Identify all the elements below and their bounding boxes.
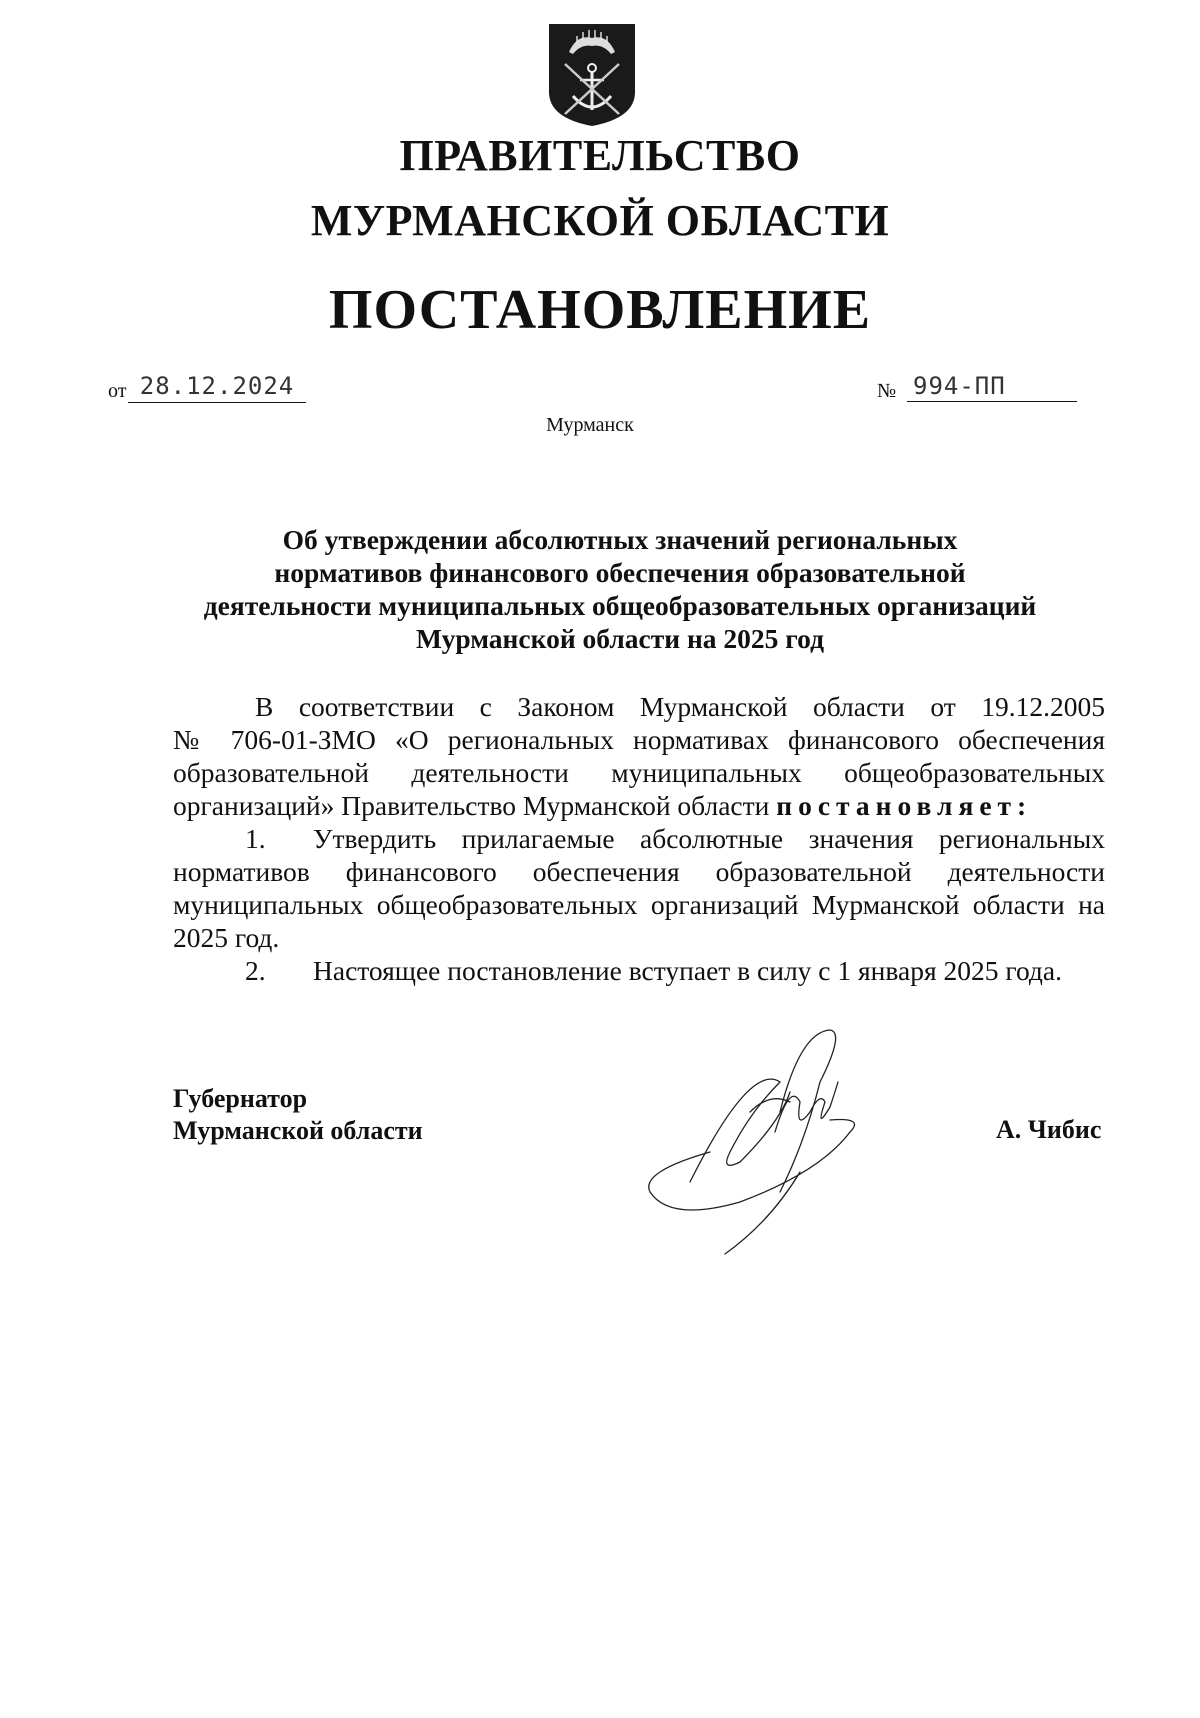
coat-of-arms-icon <box>547 22 637 128</box>
position-line: Мурманской области <box>173 1116 423 1145</box>
preamble-last-line <box>173 789 1105 822</box>
organization-name-line-2: МУРМАНСКОЙ ОБЛАСТИ <box>310 196 890 245</box>
position-line: Губернатор <box>173 1084 308 1113</box>
title-line: нормативов финансового обеспечения образовательной <box>274 557 966 588</box>
item-line: 2025 год. <box>173 922 280 953</box>
preamble-line: организаций» Правительство Мурманской области <box>173 790 770 821</box>
organization-name-line-1: ПРАВИТЕЛЬСТВО <box>399 131 801 180</box>
item-line: муниципальных общеобразовательных организаций Мурманской области на <box>173 889 1105 920</box>
document-title <box>170 523 1070 655</box>
decree-word: постановляет: <box>776 790 1033 821</box>
preamble-line: № 706-01-ЗМО «О региональных нормативах финансового обеспечения <box>173 724 1105 755</box>
number-value: 994-ПП <box>907 372 1077 402</box>
city: Мурманск <box>546 414 634 436</box>
signatory-position <box>173 1083 423 1147</box>
item-line: Настоящее постановление вступает в силу с 1 января 2025 года. <box>313 955 1062 986</box>
item-number: 2. <box>245 955 266 986</box>
item-1 <box>173 822 1105 855</box>
signatory-name: А. Чибис <box>996 1115 1102 1144</box>
preamble-line: В соответствии с Законом Мурманской области от 19.12.2005 <box>255 691 1105 722</box>
document-type: ПОСТАНОВЛЕНИЕ <box>328 279 872 341</box>
date-prefix: от <box>108 380 127 402</box>
item-line: Утвердить прилагаемые абсолютные значения региональных <box>313 823 1105 854</box>
preamble-line: образовательной деятельности муниципальных общеобразовательных <box>173 757 1105 788</box>
item-line: нормативов финансового обеспечения образовательной деятельности <box>173 856 1105 887</box>
date-value: 28.12.2024 <box>128 372 306 403</box>
title-line: Об утверждении абсолютных значений региональных <box>282 524 958 555</box>
item-2 <box>173 954 1105 987</box>
signature-icon <box>630 1022 930 1262</box>
title-line: Мурманской области на 2025 год <box>416 623 824 654</box>
document-body <box>173 690 1105 987</box>
item-number: 1. <box>245 823 266 854</box>
title-line: деятельности муниципальных общеобразовательных организаций <box>203 590 1037 621</box>
number-prefix: № <box>877 380 897 402</box>
